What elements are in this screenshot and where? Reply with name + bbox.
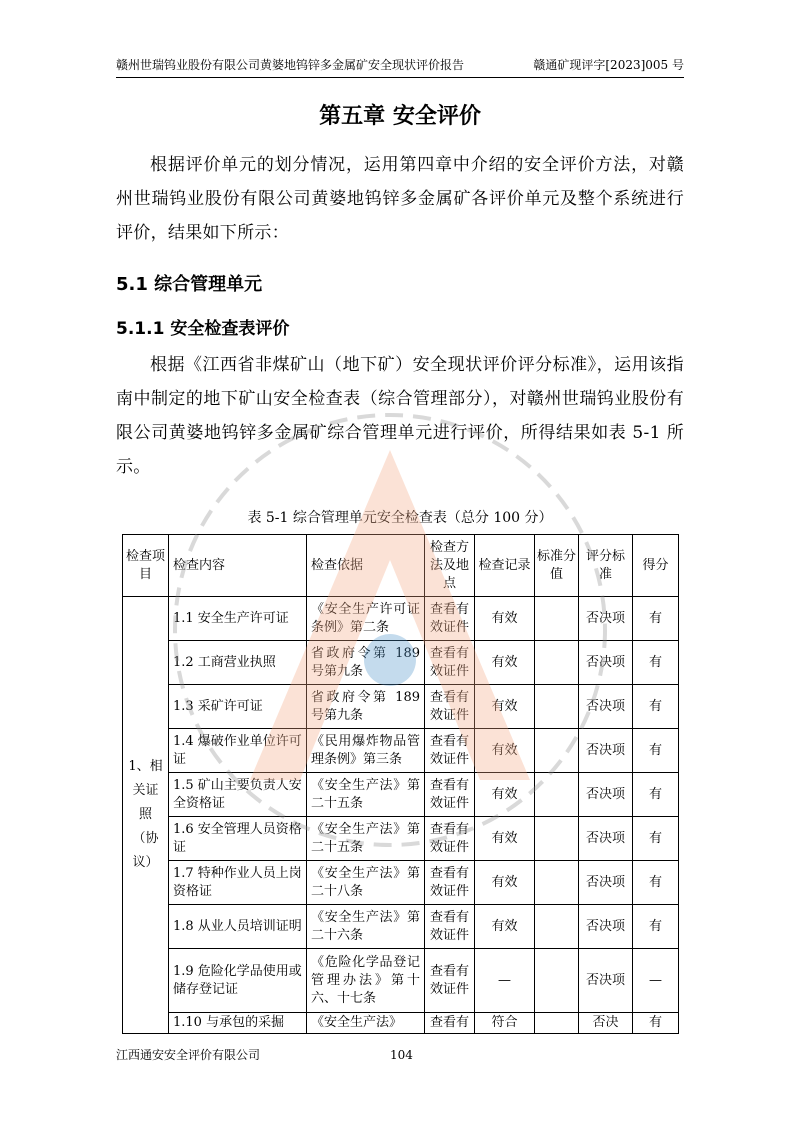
header-standard-score: 标准分值 <box>535 535 579 597</box>
row-score: 有 <box>633 685 679 729</box>
category-cell: 1、相关证照（协议） <box>123 597 169 1034</box>
row-method: 查看有效证件 <box>425 905 475 949</box>
header-scoring-criterion: 评分标准 <box>579 535 633 597</box>
row-content: 1.4 爆破作业单位许可证 <box>169 729 307 773</box>
row-content: 1.2 工商营业执照 <box>169 641 307 685</box>
row-criterion: 否决项 <box>579 949 633 1013</box>
row-standard <box>535 817 579 861</box>
row-record: 有效 <box>475 685 535 729</box>
table-caption: 表 5-1 综合管理单元安全检查表（总分 100 分） <box>247 510 553 526</box>
table-row <box>123 597 679 641</box>
footer-company-name: 江西通安安全评价有限公司 <box>116 1048 261 1062</box>
row-record: 有效 <box>475 861 535 905</box>
row-content: 1.5 矿山主要负责人安全资格证 <box>169 773 307 817</box>
row-criterion: 否决项 <box>579 861 633 905</box>
table-row <box>123 861 679 905</box>
table-row <box>123 685 679 729</box>
row-standard <box>535 861 579 905</box>
row-basis: 省政府令第 189 号第九条 <box>307 685 425 729</box>
table-row <box>123 773 679 817</box>
table-row <box>123 817 679 861</box>
row-score: 有 <box>633 817 679 861</box>
header-check-method: 检查方法及地点 <box>425 535 475 597</box>
row-score: 有 <box>633 1013 679 1034</box>
table-row <box>123 729 679 773</box>
row-criterion: 否决项 <box>579 641 633 685</box>
row-standard <box>535 949 579 1013</box>
row-basis: 《安全生产法》第二十五条 <box>307 773 425 817</box>
row-record: — <box>475 949 535 1013</box>
row-record: 符合 <box>475 1013 535 1034</box>
row-criterion: 否决项 <box>579 817 633 861</box>
intro-paragraph: 根据评价单元的划分情况，运用第四章中介绍的安全评价方法，对赣州世瑞钨业股份有限公司黄婆地钨锌多金属矿各评价单元及整个系统进行评价，结果如下所示： <box>116 155 684 243</box>
row-standard <box>535 773 579 817</box>
row-standard <box>535 597 579 641</box>
row-basis: 《安全生产法》第二十八条 <box>307 861 425 905</box>
row-content: 1.1 安全生产许可证 <box>169 597 307 641</box>
row-content: 1.8 从业人员培训证明 <box>169 905 307 949</box>
row-criterion: 否决 <box>579 1013 633 1034</box>
row-record: 有效 <box>475 641 535 685</box>
chapter-title: 第五章 安全评价 <box>319 103 481 129</box>
row-score: 有 <box>633 729 679 773</box>
row-method: 查看有效证件 <box>425 685 475 729</box>
table-row <box>123 905 679 949</box>
page-header <box>116 56 684 78</box>
row-record: 有效 <box>475 905 535 949</box>
row-standard <box>535 685 579 729</box>
row-content: 1.9 危险化学品使用或储存登记证 <box>169 949 307 1013</box>
row-score: 有 <box>633 641 679 685</box>
row-method: 查看有效证件 <box>425 641 475 685</box>
row-score: 有 <box>633 905 679 949</box>
header-score: 得分 <box>633 535 679 597</box>
row-standard <box>535 1013 579 1034</box>
row-standard <box>535 729 579 773</box>
row-basis: 《民用爆炸物品管理条例》第三条 <box>307 729 425 773</box>
header-check-basis: 检查依据 <box>307 535 425 597</box>
table-row <box>123 641 679 685</box>
row-method: 查看有效证件 <box>425 597 475 641</box>
table-row <box>123 1013 679 1034</box>
row-content: 1.7 特种作业人员上岗资格证 <box>169 861 307 905</box>
row-score: 有 <box>633 773 679 817</box>
row-record: 有效 <box>475 773 535 817</box>
row-criterion: 否决项 <box>579 905 633 949</box>
header-report-title: 赣州世瑞钨业股份有限公司黄婆地钨锌多金属矿安全现状评价报告 <box>116 58 465 72</box>
page-number: 104 <box>390 1048 413 1062</box>
row-method: 查看有 <box>425 1013 475 1034</box>
row-method: 查看有效证件 <box>425 861 475 905</box>
row-content: 1.10 与承包的采掘 <box>169 1013 307 1034</box>
row-criterion: 否决项 <box>579 773 633 817</box>
header-check-content: 检查内容 <box>169 535 307 597</box>
row-basis: 《安全生产法》 <box>307 1013 425 1034</box>
method-paragraph: 根据《江西省非煤矿山（地下矿）安全现状评价评分标准》，运用该指南中制定的地下矿山安全检查表（综合管理部分），对赣州世瑞钨业股份有限公司黄婆地钨锌多金属矿综合管理单元进行评价，所得结果如表 5-1 所示。 <box>116 355 684 477</box>
row-criterion: 否决项 <box>579 685 633 729</box>
table-row <box>123 949 679 1013</box>
row-content: 1.6 安全管理人员资格证 <box>169 817 307 861</box>
section-heading-5-1-1: 5.1.1 安全检查表评价 <box>116 319 290 339</box>
row-basis: 《危险化学品登记管理办法》第十六、十七条 <box>307 949 425 1013</box>
row-score: — <box>633 949 679 1013</box>
row-basis: 省政府令第 189 号第九条 <box>307 641 425 685</box>
row-score: 有 <box>633 861 679 905</box>
row-method: 查看有效证件 <box>425 817 475 861</box>
row-standard <box>535 905 579 949</box>
table-header-row <box>123 535 679 597</box>
row-score: 有 <box>633 597 679 641</box>
safety-checklist-table <box>122 534 679 1034</box>
header-check-record: 检查记录 <box>475 535 535 597</box>
row-record: 有效 <box>475 597 535 641</box>
header-report-number: 赣通矿现评字[2023]005 号 <box>533 58 684 72</box>
row-method: 查看有效证件 <box>425 773 475 817</box>
row-criterion: 否决项 <box>579 729 633 773</box>
row-content: 1.3 采矿许可证 <box>169 685 307 729</box>
header-check-item: 检查项目 <box>123 535 169 597</box>
row-method: 查看有效证件 <box>425 949 475 1013</box>
row-record: 有效 <box>475 817 535 861</box>
row-record: 有效 <box>475 729 535 773</box>
row-standard <box>535 641 579 685</box>
section-heading-5-1: 5.1 综合管理单元 <box>116 274 263 295</box>
row-method: 查看有效证件 <box>425 729 475 773</box>
row-basis: 《安全生产许可证条例》第二条 <box>307 597 425 641</box>
row-basis: 《安全生产法》第二十五条 <box>307 817 425 861</box>
row-basis: 《安全生产法》第二十六条 <box>307 905 425 949</box>
row-criterion: 否决项 <box>579 597 633 641</box>
